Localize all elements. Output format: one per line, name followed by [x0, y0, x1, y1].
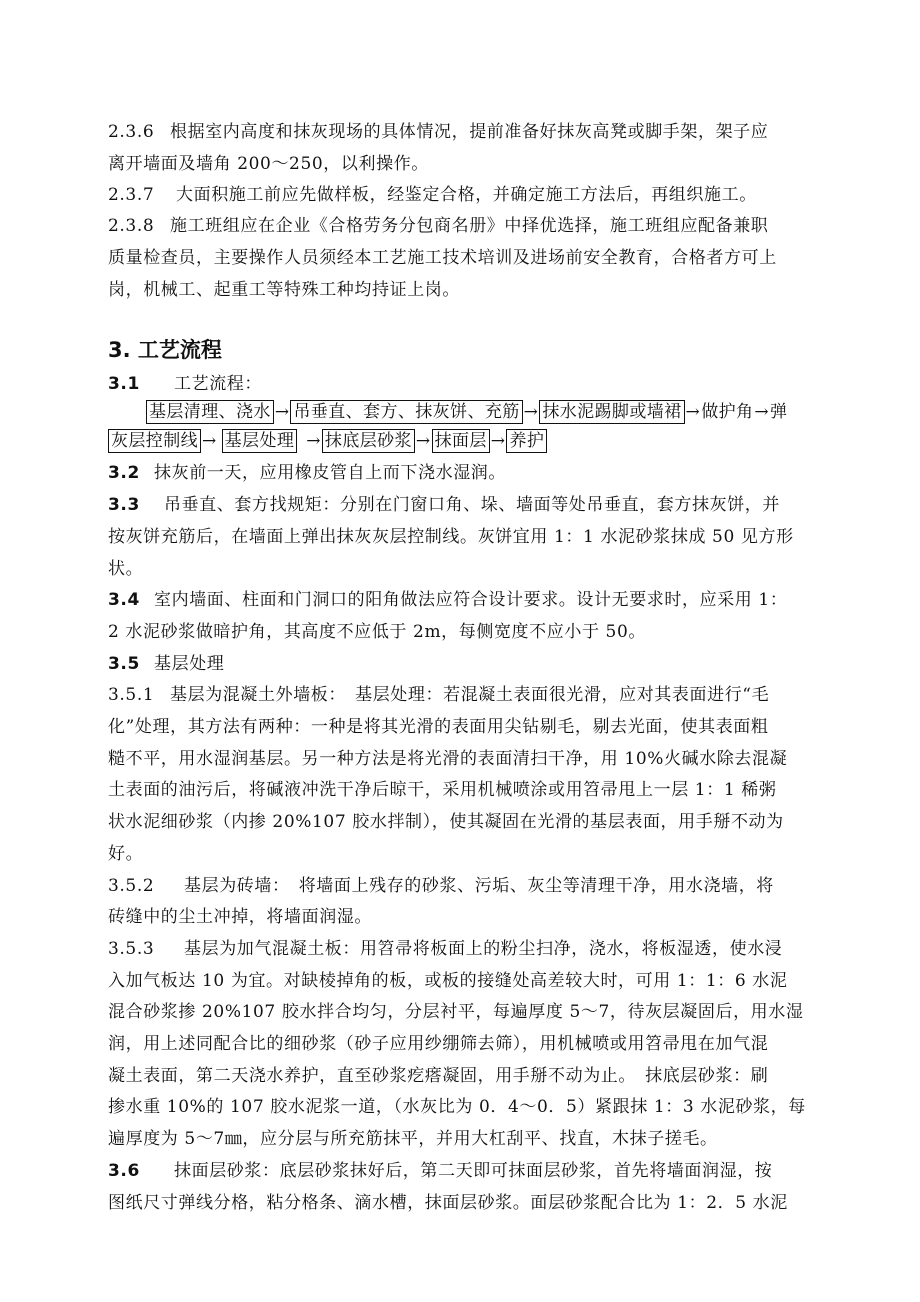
flow-step-base-mortar: 抹底层砂浆	[322, 429, 415, 453]
flow-arrow-icon: →	[754, 402, 770, 422]
section-number: 2.3.8	[108, 216, 155, 236]
para-text: 工艺流程：	[174, 374, 262, 394]
para-3-2	[108, 462, 506, 484]
para-3-5-1-line3: 糙不平，用水湿润基层。另一种方法是将光滑的表面清扫干净，用 10%火碱水除去混凝	[108, 749, 788, 769]
flow-step-curing: 养护	[506, 429, 547, 453]
flow-step-base-cleaning: 基层清理、浇水	[146, 400, 274, 424]
para-text: 基层为混凝土外墙板： 基层处理：若混凝土表面很光滑，应对其表面进行“毛	[170, 685, 770, 705]
para-3-4-line1	[108, 589, 787, 611]
para-3-5-3-line7: 遍厚度为 5～7㎜，应分层与所充筋抹平，并用大杠刮平、找直，木抹子搓毛。	[108, 1129, 718, 1149]
para-2-3-8-line2: 质量检查员，主要操作人员须经本工艺施工技术培训及进场前安全教育，合格者方可上	[108, 248, 777, 268]
para-3-5-3-line2: 入加气板达 10 为宜。对缺棱掉角的板，或板的接缝处高差较大时，可用 1：1：6 水泥	[108, 971, 788, 991]
para-3-5-1-line5: 状水泥细砂浆（内掺 20%107 胶水拌制），使其凝固在光滑的基层表面，用手掰不动为	[108, 812, 784, 832]
flow-step-face-layer: 抹面层	[432, 429, 490, 453]
flow-step-corner-guard: 做护角	[701, 402, 754, 422]
section-number: 3.5.2	[108, 876, 155, 896]
para-text: 施工班组应在企业《合格劳务分包商名册》中择优选择，施工班组应配备兼职	[170, 216, 769, 236]
section-number: 3.1	[108, 374, 140, 394]
para-3-4-line2: 2 水泥砂浆做暗护角，其高度不应低于 2m，每侧宽度不应小于 50。	[108, 622, 646, 642]
section-number: 3.2	[108, 463, 140, 483]
para-text: 吊垂直、套方找规矩：分别在门窗口角、垛、墙面等处吊垂直，套方抹灰饼，并	[164, 495, 780, 515]
para-text: 根据室内高度和抹灰现场的具体情况，提前准备好抹灰高凳或脚手架，架子应	[170, 122, 769, 142]
section-number: 2.3.6	[108, 122, 155, 142]
section-number: 3.4	[108, 590, 140, 610]
para-3-5-3-line6: 掺水重 10%的 107 胶水泥浆一道，（水灰比为 0．4～0．5）紧跟抹 1：3 水泥砂浆，每	[108, 1097, 806, 1117]
section-number: 3.6	[108, 1161, 140, 1181]
section-number: 3.5.3	[108, 939, 155, 959]
para-2-3-8-line3: 岗，机械工、起重工等特殊工种均持证上岗。	[108, 280, 460, 300]
para-text: 基层处理	[154, 654, 225, 674]
section-number: 3.5	[108, 654, 140, 674]
para-3-6-line1	[108, 1160, 772, 1182]
para-3-5-2-line1	[108, 875, 774, 897]
flow-arrow-icon: →	[274, 402, 290, 422]
flow-arrow-icon: →	[523, 402, 539, 422]
para-2-3-7-line1	[108, 184, 757, 206]
para-3-5-3-line5: 凝土表面，第二天浇水养护，直至砂浆疙瘩凝固，用手掰不动为止。 抹底层砂浆：刷	[108, 1066, 769, 1086]
para-3-5-1-line2: 化”处理，其方法有两种：一种是将其光滑的表面用尖钻剔毛，剔去光面，使其表面粗	[108, 717, 769, 737]
para-3-6-line2: 图纸尺寸弹线分格，粘分格条、滴水槽，抹面层砂浆。面层砂浆配合比为 1：2．5 水泥	[108, 1193, 788, 1213]
para-3-5-3-line3: 混合砂浆掺 20%107 胶水拌合均匀，分层衬平，每遍厚度 5～7，待灰层凝固后，用水湿	[108, 1002, 804, 1022]
section-number: 3.3	[108, 495, 140, 515]
section-number: 3.5.1	[108, 685, 155, 705]
para-text: 抹灰前一天，应用橡皮管自上而下浇水湿润。	[154, 463, 506, 483]
para-3-5-1-line6: 好。	[108, 844, 144, 864]
para-3-3-line3: 状。	[108, 559, 144, 579]
section-heading-3: 3. 工艺流程	[108, 338, 222, 362]
para-3-5-1-line1	[108, 684, 769, 706]
process-flow-row2	[108, 429, 547, 453]
flow-arrow-icon: →	[415, 431, 431, 451]
process-flow-row1	[146, 400, 787, 424]
para-3-3-line1	[108, 494, 780, 516]
flow-step-skirting: 抹水泥踢脚或墙裙	[539, 400, 684, 424]
para-text: 抹面层砂浆：底层砂浆抹好后，第二天即可抹面层砂浆，首先将墙面润湿，按	[174, 1161, 773, 1181]
flow-arrow-icon: →	[490, 431, 506, 451]
flow-step-control-line: 灰层控制线	[108, 429, 201, 453]
para-text: 基层为加气混凝土板：用笤帚将板面上的粉尘扫净，浇水，将板湿透，使水浸	[184, 939, 783, 959]
para-3-5-3-line1	[108, 938, 782, 960]
para-3-5-2-line2: 砖缝中的尘土冲掉，将墙面润湿。	[108, 907, 372, 927]
para-2-3-6-line1	[108, 121, 768, 143]
para-2-3-8-line1	[108, 215, 768, 237]
flow-arrow-icon: →	[306, 431, 321, 451]
para-3-5-3-line4: 润，用上述同配合比的细砂浆（砂子应用纱绷筛去筛），用机械喷或用笤帚甩在加气混	[108, 1034, 769, 1054]
para-text: 室内墙面、柱面和门洞口的阳角做法应符合设计要求。设计无要求时，应采用 1：	[154, 590, 788, 610]
flow-arrow-icon: →	[202, 431, 217, 451]
para-3-1	[108, 373, 262, 395]
flow-step-plumb-square: 吊垂直、套方、抹灰饼、充筋	[290, 400, 522, 424]
para-3-5-1-line4: 土表面的油污后，将碱液冲洗干净后晾干，采用机械喷涂或用笤帚甩上一层 1：1 稀粥	[108, 780, 777, 800]
flow-step-snap-line-start: 弹	[770, 402, 788, 422]
section-number: 2.3.7	[108, 185, 155, 205]
para-3-5	[108, 653, 224, 675]
para-text: 基层为砖墙： 将墙面上残存的砂浆、污垢、灰尘等清理干净，用水浇墙，将	[184, 876, 774, 896]
para-2-3-6-line2: 离开墙面及墙角 200～250，以利操作。	[108, 154, 429, 174]
flow-step-base-treatment: 基层处理	[222, 429, 298, 453]
para-text: 大面积施工前应先做样板，经鉴定合格，并确定施工方法后，再组织施工。	[176, 185, 757, 205]
flow-arrow-icon: →	[685, 402, 701, 422]
para-3-3-line2: 按灰饼充筋后，在墙面上弹出抹灰灰层控制线。灰饼宜用 1：1 水泥砂浆抹成 50 见方形	[108, 527, 794, 547]
